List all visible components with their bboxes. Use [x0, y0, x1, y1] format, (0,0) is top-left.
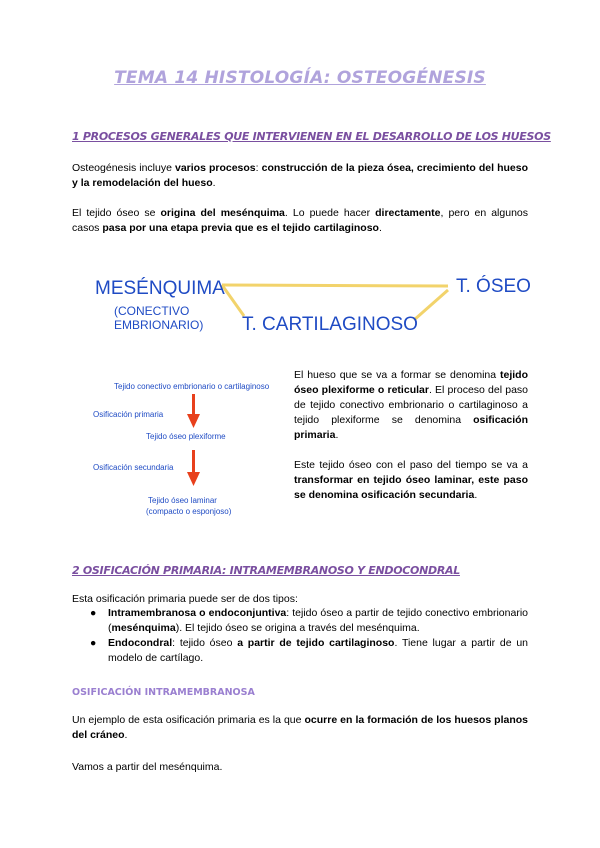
- side-paragraph-1: [294, 368, 528, 443]
- diagram-conectivo-line-2: EMBRIONARIO): [114, 318, 204, 332]
- text-run-bold: varios procesos: [174, 162, 256, 174]
- flow-arrow-1-label: Osificación primaria: [93, 410, 164, 419]
- line-mesenquima-cartilaginoso: [222, 285, 244, 316]
- arrow-down-icon: [187, 394, 200, 428]
- text-run: .: [335, 429, 339, 441]
- text-run: ). El tejido óseo se origina a través del mesénquima.: [175, 622, 420, 634]
- section-1-heading: 1 PROCESOS GENERALES QUE INTERVIENEN EN EL DESARROLLO DE LOS HUESOS: [72, 130, 551, 143]
- diagram-conectivo-line-1: (CONECTIVO: [114, 304, 190, 318]
- text-run: Osteogénesis incluye: [72, 162, 175, 174]
- side-paragraph-2: [294, 458, 528, 503]
- text-run-bold: tejido óseo plexiforme o reticular: [294, 369, 528, 396]
- text-run-bold: origina del mesénquima: [160, 207, 285, 219]
- text-run: . El proceso del paso de tejido conectivo embrionario o cartilaginoso a tejido plexiforme se denomina: [294, 384, 528, 426]
- text-run-bold: ocurre en la formación de los huesos planos del cráneo: [72, 714, 529, 741]
- text-run: Un ejemplo de esta osificación primaria es la que: [72, 714, 305, 726]
- text-run: :: [255, 162, 262, 174]
- text-run: . Lo puede hacer: [284, 207, 376, 219]
- text-run-bold: osificación primaria: [294, 414, 528, 441]
- text-run: .: [212, 177, 216, 189]
- section-2-paragraph-1: [72, 713, 528, 743]
- text-run: Este tejido óseo con el paso del tiempo se va a: [294, 459, 528, 471]
- text-run: .: [378, 222, 382, 234]
- text-run: , pero en algunos casos: [72, 207, 528, 234]
- text-run-bold: Endocondral: [108, 637, 173, 649]
- ossification-types-list: [72, 606, 528, 666]
- line-mesenquima-oseo: [222, 285, 448, 286]
- flow-step-1: Tejido conectivo embrionario o cartilaginoso: [114, 382, 270, 391]
- text-run-bold: mesénquima: [111, 622, 176, 634]
- line-cartilaginoso-oseo: [414, 290, 448, 320]
- arrow-down-icon: [187, 450, 200, 486]
- diagram-mesenquima: MESÉNQUIMA: [95, 278, 225, 299]
- flow-arrow-2-label: Osificación secundaria: [93, 463, 174, 472]
- text-run: El hueso que se va a formar se denomina: [294, 369, 500, 381]
- section-2-paragraph-2: Vamos a partir del mesénquima.: [72, 761, 223, 773]
- text-run: .: [124, 729, 128, 741]
- text-run-bold: Intramembranosa o endoconjuntiva: [108, 607, 287, 619]
- page-title: TEMA 14 HISTOLOGÍA: OSTEOGÉNESIS: [114, 68, 486, 88]
- list-item: [72, 606, 528, 636]
- flow-step-3: Tejido óseo laminar: [148, 496, 217, 505]
- text-run: .: [474, 489, 478, 501]
- text-run: El tejido óseo se: [72, 207, 161, 219]
- text-run-bold: pasa por una etapa previa que es el tejido cartilaginoso: [102, 222, 379, 234]
- flow-step-3-sub: (compacto o esponjoso): [146, 507, 232, 516]
- bullet-icon: ●: [90, 637, 97, 649]
- subheading-intramembranosa: OSIFICACIÓN INTRAMEMBRANOSA: [72, 687, 255, 698]
- text-run-bold: construcción de la pieza ósea, crecimiento del hueso y la remodelación del hueso: [72, 162, 528, 189]
- list-item: [72, 636, 528, 666]
- text-run-bold: directamente: [375, 207, 441, 219]
- flow-step-2: Tejido óseo plexiforme: [146, 432, 226, 441]
- section-2-heading: 2 OSIFICACIÓN PRIMARIA: INTRAMEMBRANOSO Y ENDOCONDRAL: [72, 564, 460, 577]
- diagram-cartilaginoso: T. CARTILAGINOSO: [242, 314, 418, 335]
- bullet-icon: ●: [90, 607, 97, 619]
- text-run: : tejido óseo a partir de tejido conectivo embrionario (: [108, 607, 528, 634]
- text-run-bold: a partir de tejido cartilaginoso: [237, 637, 395, 649]
- diagram-oseo: T. ÓSEO: [456, 276, 531, 297]
- text-run-bold: transformar en tejido óseo laminar, este paso se denomina osificación secundaria: [294, 474, 528, 501]
- text-run: . Tiene lugar a partir de un modelo de cartílago.: [108, 637, 529, 664]
- text-run: : tejido óseo: [172, 637, 238, 649]
- section-2-intro: Esta osificación primaria puede ser de dos tipos:: [72, 593, 298, 605]
